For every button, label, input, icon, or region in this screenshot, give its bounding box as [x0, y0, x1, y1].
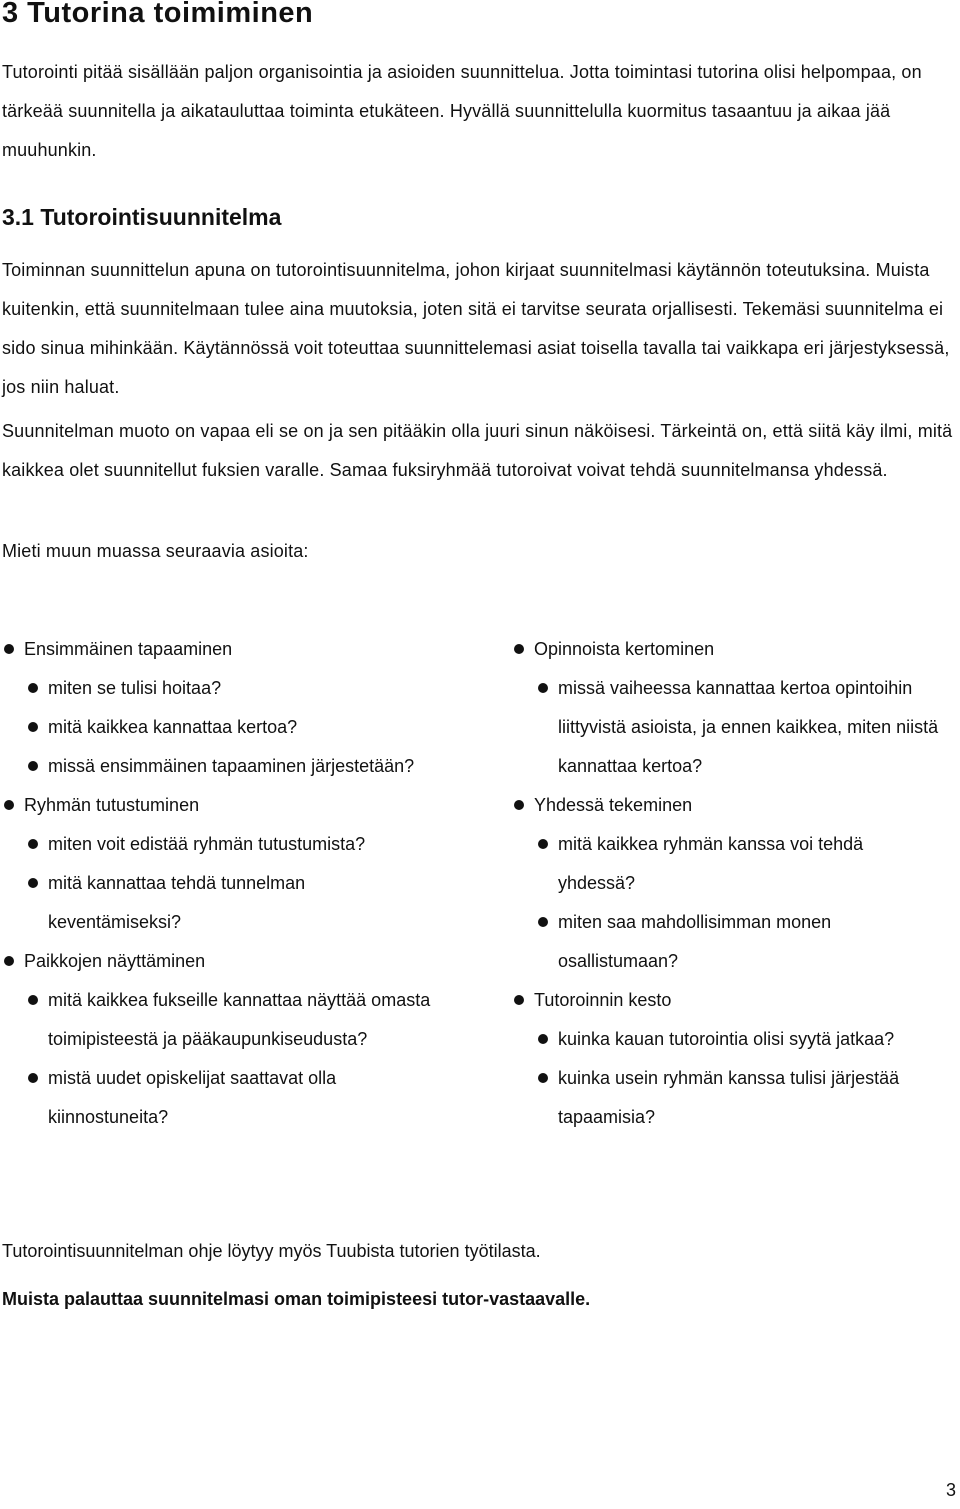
list-item: Ensimmäinen tapaaminen [2, 630, 472, 669]
list-item: mitä kaikkea ryhmän kanssa voi tehdä yhdessä? [512, 825, 958, 903]
bullet-icon [28, 683, 38, 693]
bullet-icon [514, 644, 524, 654]
bullet-icon [538, 1034, 548, 1044]
list-item: mitä kannattaa tehdä tunnelman keventämiseksi? [2, 864, 472, 942]
list-item: missä vaiheessa kannattaa kertoa opintoihin liittyvistä asioista, ja ennen kaikkea, miten niistä kannattaa kertoa? [512, 669, 958, 786]
bullet-icon [28, 995, 38, 1005]
bullet-icon [538, 683, 548, 693]
bullet-icon [4, 800, 14, 810]
section-paragraph-2: Suunnitelman muoto on vapaa eli se on ja sen pitääkin olla juuri sinun näköisesi. Tärkeintä on, että siitä käy ilmi, mitä kaikkea olet suunnitellut fuksien varalle. Samaa fuksiryhmää tutoroivat voivat tehdä suunnitelmansa yhdessä. [2, 421, 953, 480]
list-item: missä ensimmäinen tapaaminen järjestetään? [2, 747, 472, 786]
bullet-icon [4, 956, 14, 966]
bullet-icon [4, 644, 14, 654]
bullet-icon [28, 1073, 38, 1083]
bullet-icon [28, 878, 38, 888]
list-item: Tutoroinnin kesto [512, 981, 958, 1020]
list-item: miten voit edistää ryhmän tutustumista? [2, 825, 472, 864]
list-item: Yhdessä tekeminen [512, 786, 958, 825]
right-topic-list [512, 630, 958, 1137]
bullet-icon [28, 839, 38, 849]
bullet-icon [538, 839, 548, 849]
list-item: kuinka kauan tutorointia olisi syytä jatkaa? [512, 1020, 958, 1059]
bullet-icon [514, 800, 524, 810]
list-item: mitä kaikkea fukseille kannattaa näyttää omasta toimipisteestä ja pääkaupunkiseudusta? [2, 981, 472, 1059]
left-topic-list [2, 630, 472, 1137]
footer-bold-note: Muista palauttaa suunnitelmasi oman toimipisteesi tutor-vastaavalle. [2, 1289, 591, 1309]
list-item: Opinnoista kertominen [512, 630, 958, 669]
bullet-icon [28, 761, 38, 771]
list-item: Ryhmän tutustuminen [2, 786, 472, 825]
page-title: 3 Tutorina toimiminen [2, 0, 314, 29]
list-item: mistä uudet opiskelijat saattavat olla kiinnostuneita? [2, 1059, 472, 1137]
list-item: Paikkojen näyttäminen [2, 942, 472, 981]
section-title: 3.1 Tutorointisuunnitelma [2, 204, 282, 230]
bullet-icon [28, 722, 38, 732]
list-item: mitä kaikkea kannattaa kertoa? [2, 708, 472, 747]
page-number: 3 [945, 1480, 956, 1500]
section-paragraph-3: Mieti muun muassa seuraavia asioita: [2, 541, 309, 561]
footer-note: Tutorointisuunnitelman ohje löytyy myös Tuubista tutorien työtilasta. [2, 1241, 541, 1261]
bullet-icon [514, 995, 524, 1005]
list-item: miten se tulisi hoitaa? [2, 669, 472, 708]
intro-paragraph: Tutorointi pitää sisällään paljon organisointia ja asioiden suunnittelua. Jotta toimintasi tutorina olisi helpompaa, on tärkeää suunnitella ja aikatauluttaa toiminta etukäteen. Hyvällä suunnittelulla kuormitus tasaantuu ja aikaa jää muuhunkin. [2, 62, 922, 160]
bullet-icon [538, 917, 548, 927]
bullet-icon [538, 1073, 548, 1083]
list-item: miten saa mahdollisimman monen osallistumaan? [512, 903, 958, 981]
list-item: kuinka usein ryhmän kanssa tulisi järjestää tapaamisia? [512, 1059, 958, 1137]
section-paragraph-1: Toiminnan suunnittelun apuna on tutorointisuunnitelma, johon kirjaat suunnitelmasi käytännön toteutuksina. Muista kuitenkin, että suunnitelmaan tulee aina muutoksia, joten sitä ei tarvitse seurata orjallisesti. Tekemäsi suunnitelma ei sido sinua mihinkään. Käytännössä voit toteuttaa suunnittelemasi asiat toisella tavalla tai vaikkapa eri järjestyksessä, jos niin haluat. [2, 260, 950, 397]
